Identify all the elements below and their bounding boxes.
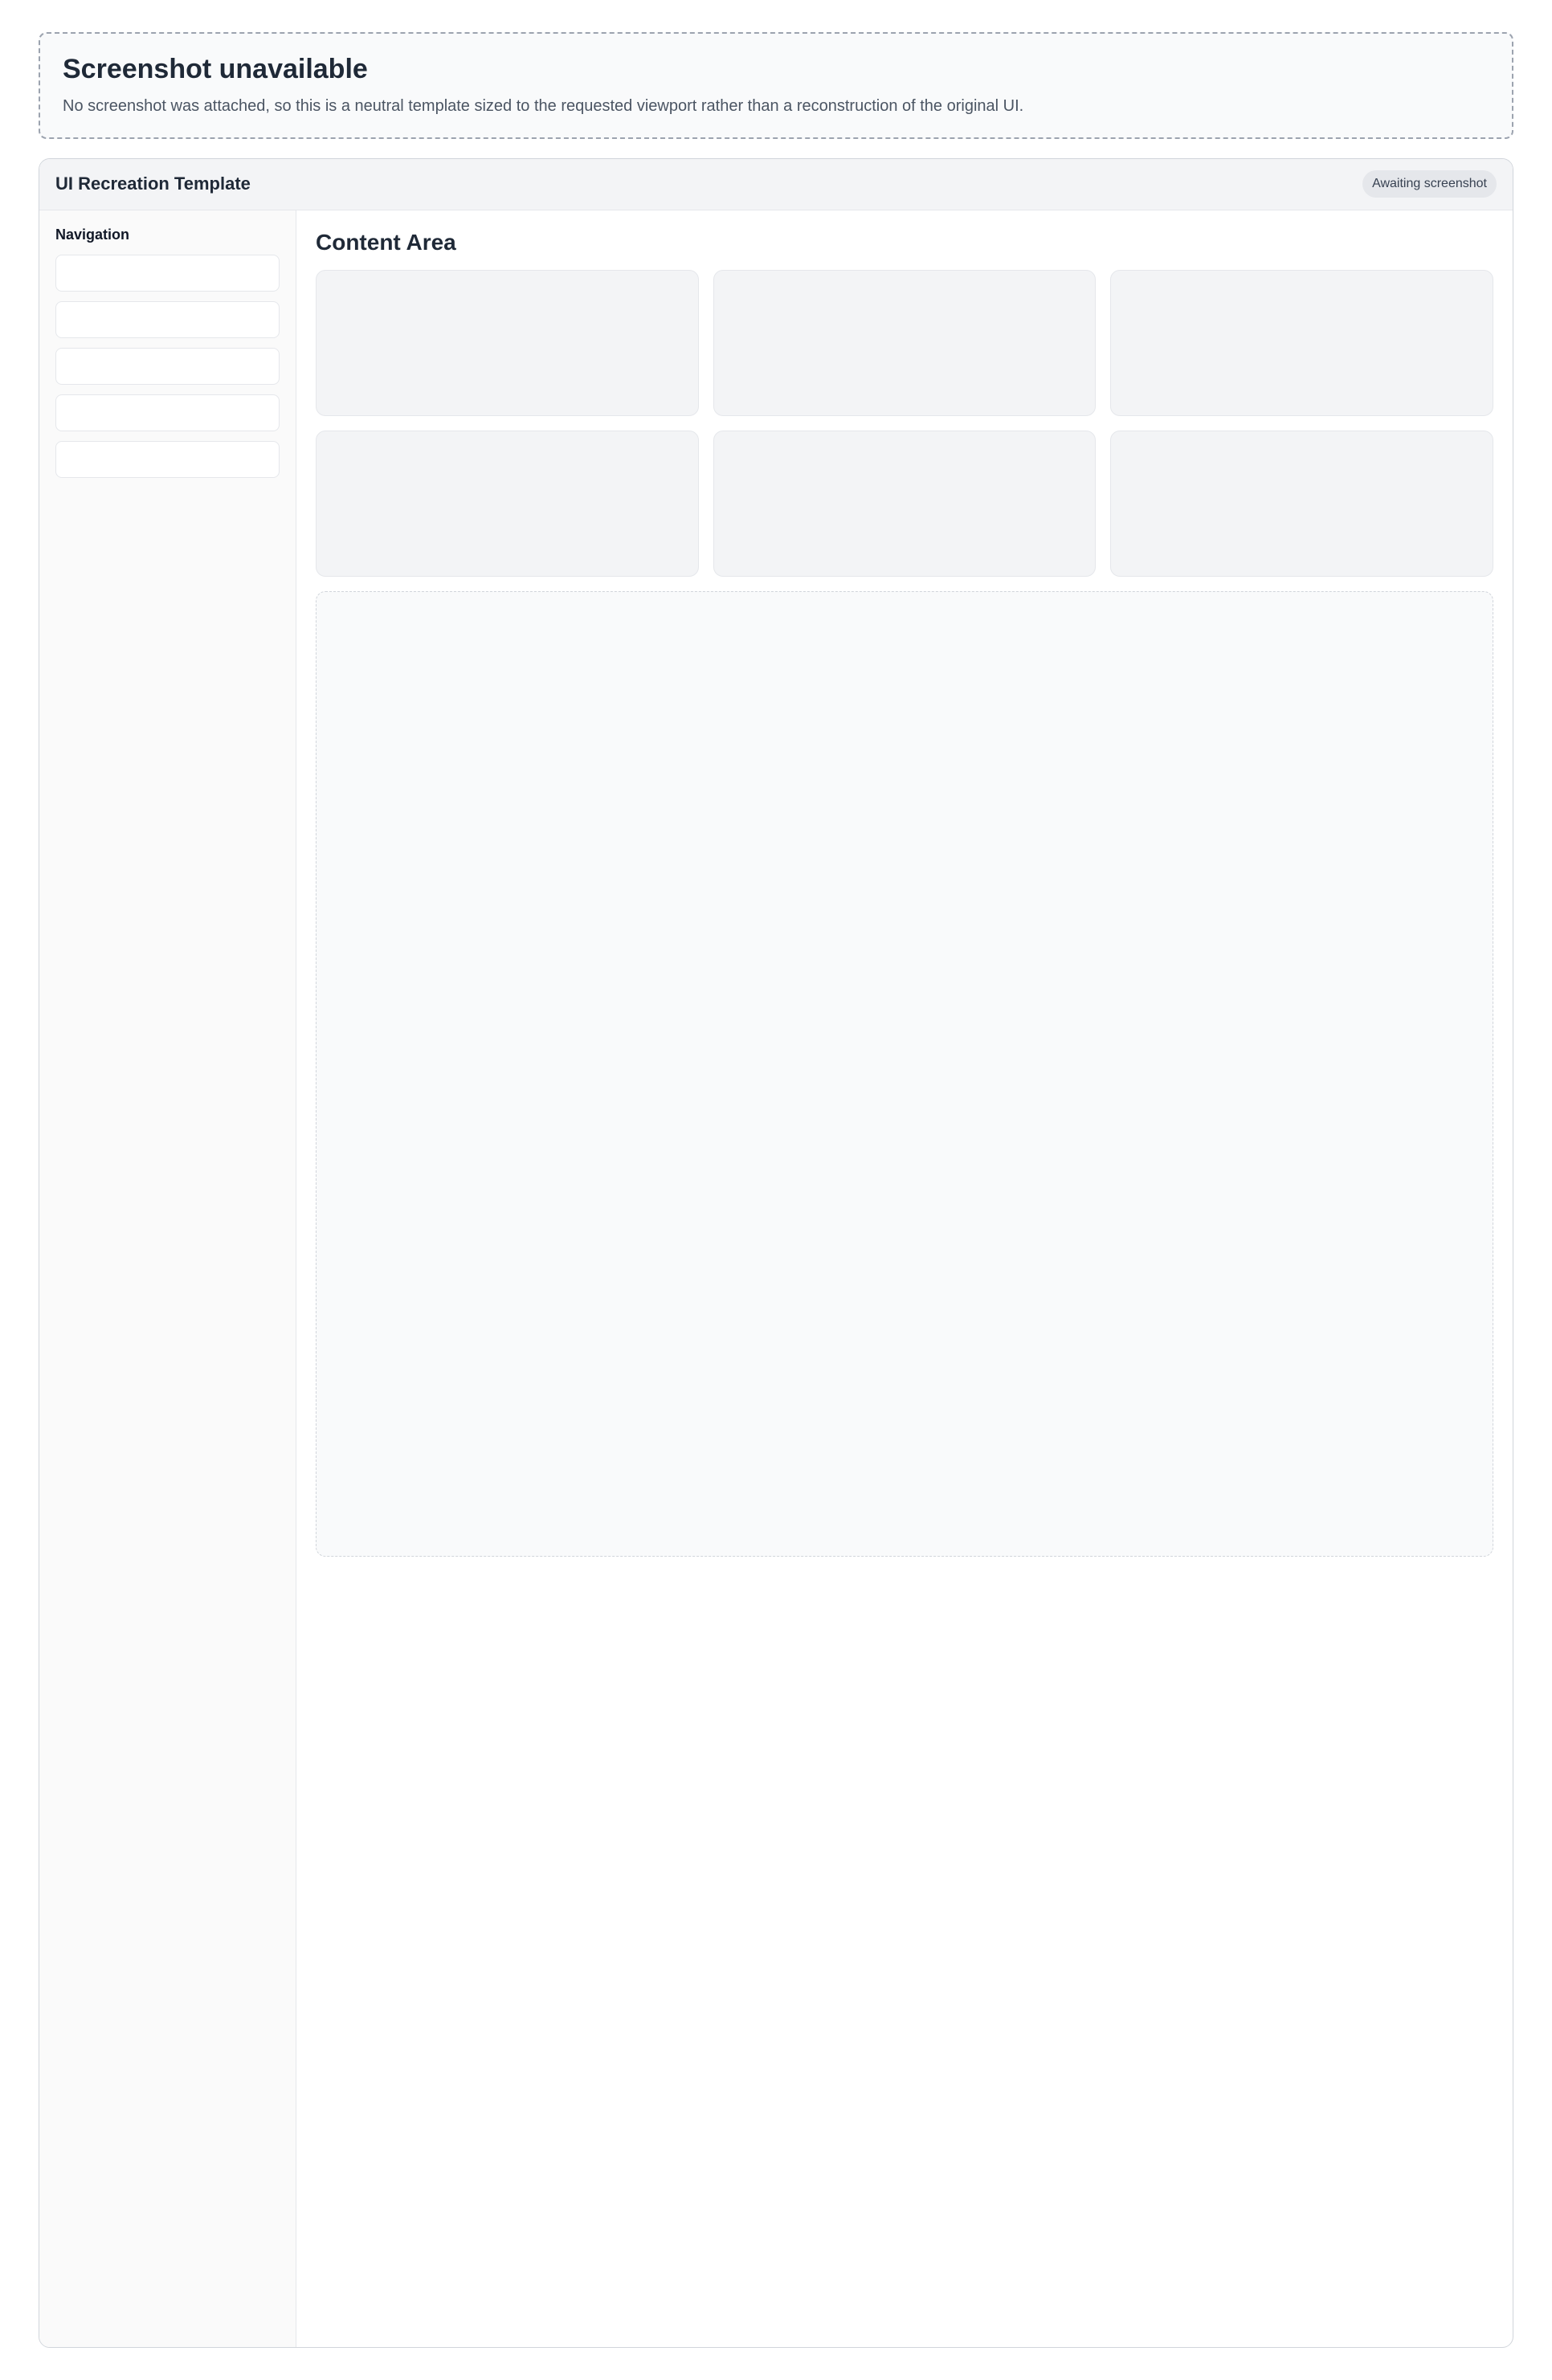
placeholder-tile xyxy=(316,431,699,577)
app-title: UI Recreation Template xyxy=(55,173,251,194)
top-bar xyxy=(39,159,1513,210)
placeholder-message: No screenshot was attached, so this is a neutral template sized to the requested viewport rather than a reconstruction of the original UI. xyxy=(63,96,1024,115)
content-layout xyxy=(39,210,1513,2347)
sidebar-item-placeholder xyxy=(55,301,280,338)
sidebar-item-placeholder xyxy=(55,255,280,292)
main-heading: Content Area xyxy=(316,229,456,255)
placeholder-banner xyxy=(39,32,1513,139)
sidebar-item-placeholder xyxy=(55,394,280,431)
sidebar xyxy=(39,210,296,2347)
placeholder-tile xyxy=(1110,431,1493,577)
sidebar-item-placeholder xyxy=(55,348,280,385)
placeholder-tile xyxy=(713,431,1097,577)
sidebar-item-placeholder xyxy=(55,441,280,478)
placeholder-tile xyxy=(713,270,1097,416)
placeholder-grid xyxy=(316,270,1493,577)
main-content xyxy=(296,210,1513,2347)
sidebar-label: Navigation xyxy=(55,226,130,243)
placeholder-tile xyxy=(1110,270,1493,416)
status-badge: Awaiting screenshot xyxy=(1362,170,1497,198)
placeholder-title: Screenshot unavailable xyxy=(63,54,368,84)
placeholder-panel xyxy=(316,591,1493,1557)
app-frame xyxy=(39,158,1513,2348)
placeholder-tile xyxy=(316,270,699,416)
